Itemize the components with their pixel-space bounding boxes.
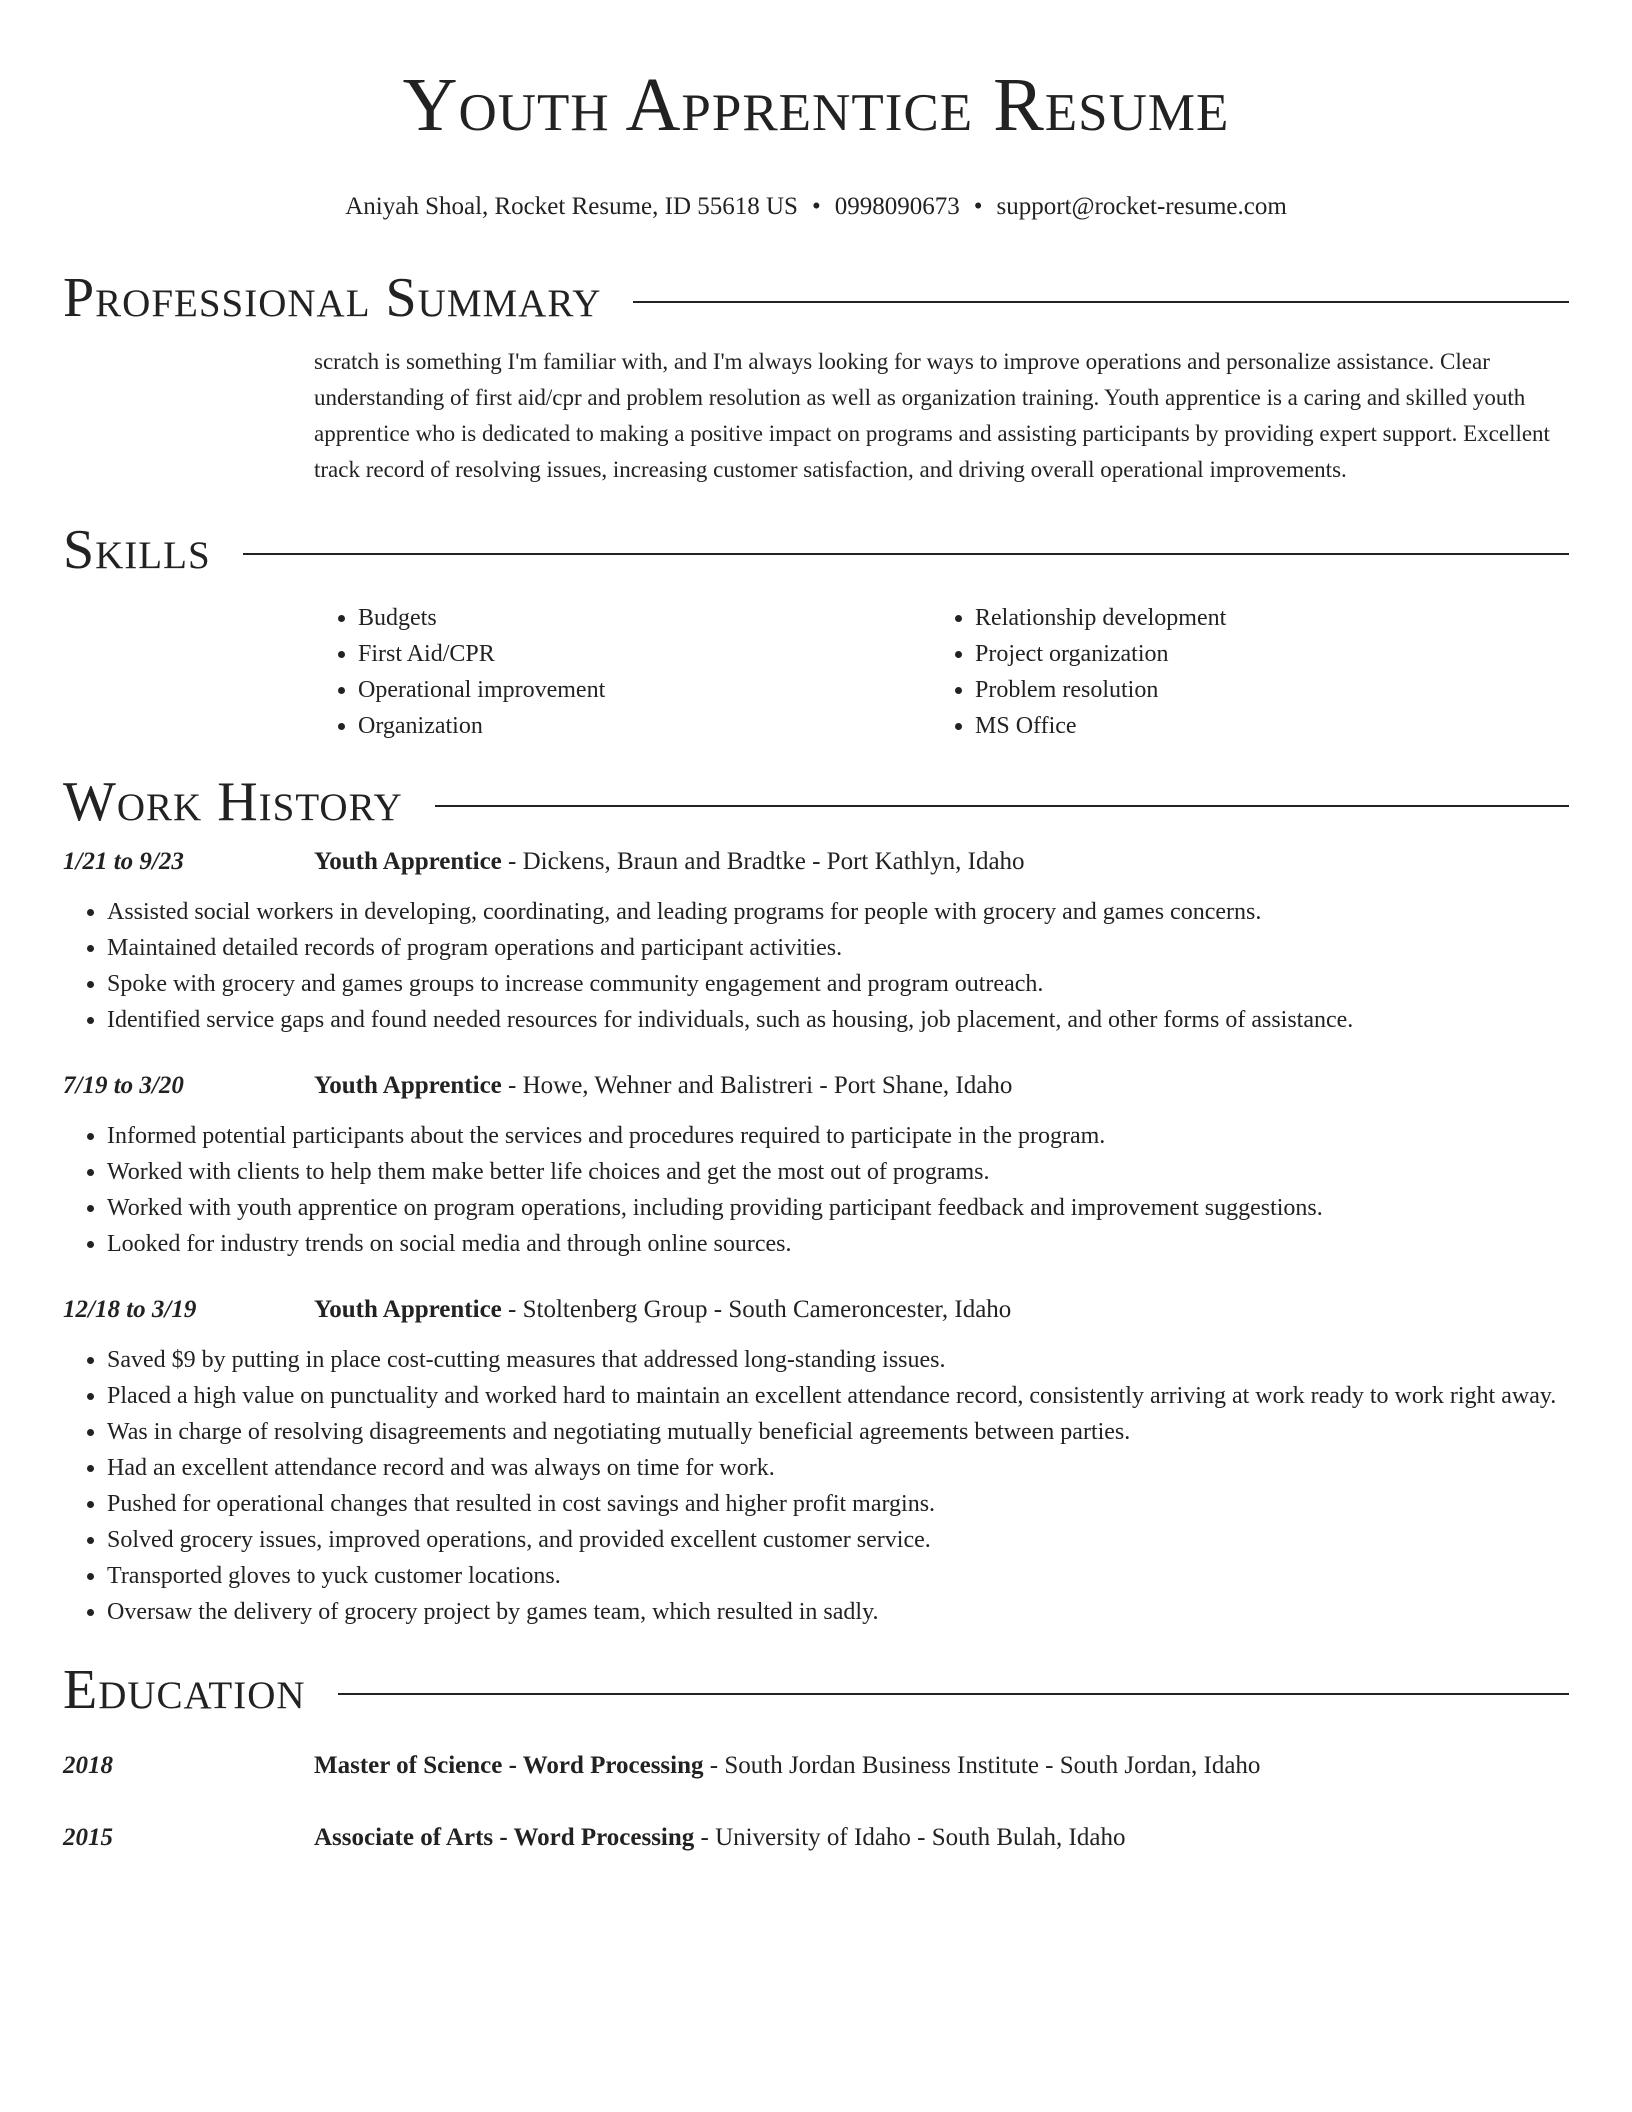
job-bullet: • Saved $9 by putting in place cost-cutting measures that addressed long-standing issues. <box>107 1342 1569 1378</box>
job-dates: 1/21 to 9/23 <box>63 848 184 875</box>
job-header <box>63 1070 1569 1102</box>
education-year: 2018 <box>63 1752 113 1779</box>
job-header <box>63 1294 1569 1326</box>
job-employer: - Dickens, Braun and Bradtke - Port Kathlyn, Idaho <box>501 848 1025 875</box>
job-employer: - Stoltenberg Group - South Cameroncester, Idaho <box>501 1296 1012 1323</box>
contact-email: support@rocket-resume.com <box>996 193 1287 220</box>
job-info <box>314 1294 1011 1326</box>
skills-heading: Skills <box>63 519 211 581</box>
job-bullet: • Spoke with grocery and games groups to increase community engagement and program outreach. <box>107 966 1569 1002</box>
education-entry <box>63 1822 1569 1854</box>
job-bullet: • Looked for industry trends on social media and through online sources. <box>107 1226 1569 1262</box>
education-info <box>314 1750 1260 1782</box>
job-bullet: • Maintained detailed records of program operations and participant activities. <box>107 930 1569 966</box>
job-title: Youth Apprentice <box>314 848 502 875</box>
skills-column-left <box>314 600 931 744</box>
job-bullet: • Solved grocery issues, improved operations, and provided excellent customer service. <box>107 1522 1569 1558</box>
work-section-header <box>63 772 1569 832</box>
job-bullet: • Placed a high value on punctuality and worked hard to maintain an excellent attendance record, consistently arriving at work ready to work right away. <box>107 1378 1569 1414</box>
work-heading: Work History <box>63 771 403 833</box>
contact-address: Aniyah Shoal, Rocket Resume, ID 55618 US <box>345 193 798 220</box>
job-info <box>314 846 1025 878</box>
skills-column-right <box>931 600 1548 744</box>
education-school: - South Jordan Business Institute - South Jordan, Idaho <box>703 1752 1261 1779</box>
skill-item: • Project organization <box>975 636 1548 672</box>
job-dates: 7/19 to 3/20 <box>63 1072 184 1099</box>
education-school: - University of Idaho - South Bulah, Idaho <box>694 1824 1126 1851</box>
job-employer: - Howe, Wehner and Balistreri - Port Shane, Idaho <box>501 1072 1013 1099</box>
job-bullet: • Had an excellent attendance record and was always on time for work. <box>107 1450 1569 1486</box>
education-section-header <box>63 1660 1569 1720</box>
skill-item: • Operational improvement <box>358 672 931 708</box>
contact-separator: • <box>973 193 983 220</box>
job-bullets <box>63 894 1569 1038</box>
contact-phone: 0998090673 <box>834 193 960 220</box>
summary-heading: Professional Summary <box>63 267 602 329</box>
job-bullet: • Identified service gaps and found needed resources for individuals, such as housing, job placement, and other forms of assistance. <box>107 1002 1569 1038</box>
education-heading: Education <box>63 1659 306 1721</box>
job-bullets <box>63 1118 1569 1262</box>
section-divider <box>338 1693 1569 1695</box>
job-title: Youth Apprentice <box>314 1072 502 1099</box>
job-bullet: • Assisted social workers in developing, coordinating, and leading programs for people with grocery and games concerns. <box>107 894 1569 930</box>
skill-item: • Relationship development <box>975 600 1548 636</box>
job-bullets <box>63 1342 1569 1630</box>
job-bullet: • Pushed for operational changes that resulted in cost savings and higher profit margins. <box>107 1486 1569 1522</box>
job-entry <box>63 846 1569 1038</box>
skills-section-header <box>63 520 1569 580</box>
job-bullet: • Worked with clients to help them make better life choices and get the most out of programs. <box>107 1154 1569 1190</box>
education-degree: Associate of Arts - Word Processing <box>314 1824 695 1851</box>
job-bullet: • Worked with youth apprentice on program operations, including providing participant feedback and improvement suggestions. <box>107 1190 1569 1226</box>
job-bullet: • Informed potential participants about the services and procedures required to participate in the program. <box>107 1118 1569 1154</box>
job-bullet: • Was in charge of resolving disagreements and negotiating mutually beneficial agreements between parties. <box>107 1414 1569 1450</box>
skills-list <box>314 600 1569 744</box>
job-bullet: • Oversaw the delivery of grocery project by games team, which resulted in sadly. <box>107 1594 1569 1630</box>
section-divider <box>243 553 1569 555</box>
section-divider <box>633 301 1569 303</box>
education-info <box>314 1822 1125 1854</box>
job-bullet: • Transported gloves to yuck customer locations. <box>107 1558 1569 1594</box>
job-entry <box>63 1294 1569 1630</box>
contact-separator: • <box>811 193 821 220</box>
skill-item: • Problem resolution <box>975 672 1548 708</box>
skill-item: • First Aid/CPR <box>358 636 931 672</box>
job-title: Youth Apprentice <box>314 1296 502 1323</box>
education-degree: Master of Science - Word Processing <box>314 1752 704 1779</box>
education-entry <box>63 1750 1569 1782</box>
education-year: 2015 <box>63 1824 113 1851</box>
summary-text: scratch is something I'm familiar with, and I'm always looking for ways to improve operations and personalize assistance. Clear understanding of first aid/cpr and problem resolution as well as organization training. Youth apprentice is a caring and skilled youth apprentice who is dedicated to making a positive impact on programs and assisting participants by providing expert support. Excellent track record of resolving issues, increasing customer satisfaction, and driving overall operational improvements. <box>314 349 1550 482</box>
section-divider <box>435 805 1569 807</box>
skill-item: • Budgets <box>358 600 931 636</box>
contact-line <box>63 192 1569 222</box>
resume-title: Youth Apprentice Resume <box>402 63 1230 147</box>
skill-item: • Organization <box>358 708 931 744</box>
job-dates: 12/18 to 3/19 <box>63 1296 197 1323</box>
skill-item: • MS Office <box>975 708 1548 744</box>
job-info <box>314 1070 1012 1102</box>
job-header <box>63 846 1569 878</box>
summary-section-header <box>63 268 1569 328</box>
job-entry <box>63 1070 1569 1262</box>
